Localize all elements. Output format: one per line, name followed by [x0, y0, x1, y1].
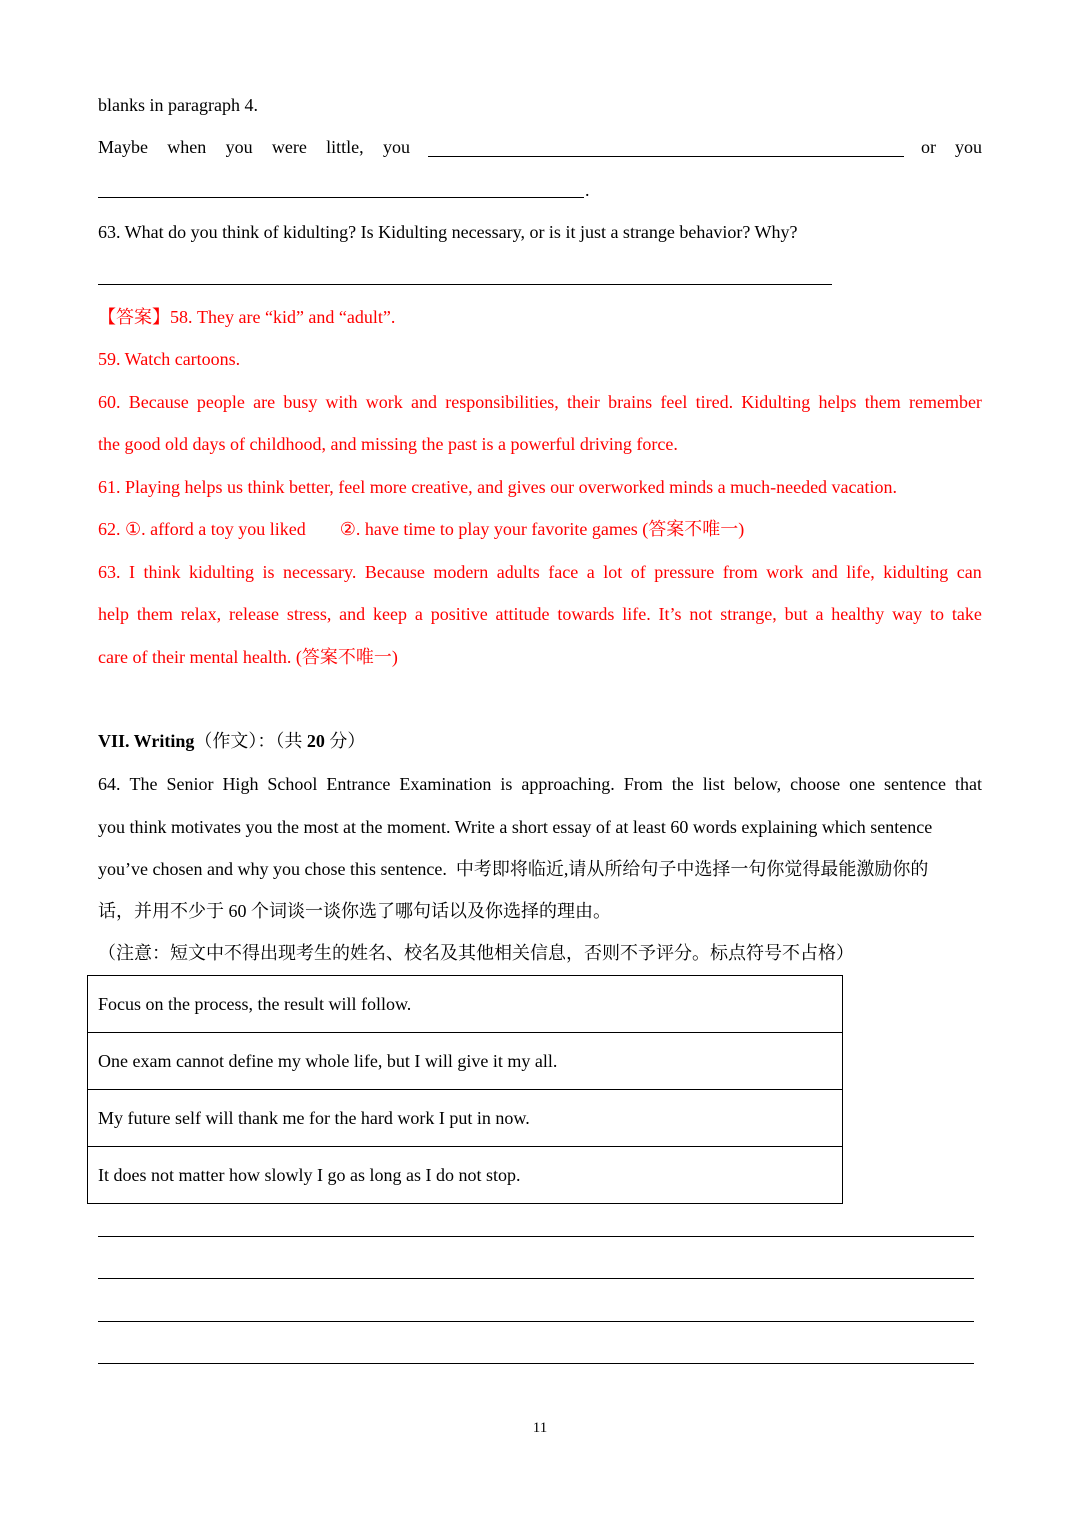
word: work	[766, 562, 804, 582]
answer-60-cont: the good old days of childhood, and missing the past is a powerful driving force.	[98, 434, 678, 454]
answer-63-end: care of their mental health. (答案不唯一)	[98, 647, 398, 667]
word: but	[784, 604, 808, 624]
sentence-options-table	[87, 975, 843, 1204]
word: Senior	[166, 774, 214, 794]
word: keep	[373, 604, 407, 624]
word: below,	[733, 774, 782, 794]
word: from	[722, 562, 758, 582]
word: choose	[790, 774, 841, 794]
word: were	[271, 137, 307, 157]
word: a	[414, 604, 423, 624]
word: you	[225, 137, 253, 157]
word: their	[566, 392, 600, 412]
answer-60	[98, 390, 982, 414]
writing-prompt-cont: you’ve chosen and why you chose this sentence. 中考即将临近,请从所给句子中选择一句你觉得最能激励你的	[98, 859, 929, 879]
word: Examination	[399, 774, 492, 794]
answer-blank[interactable]	[428, 156, 904, 157]
word: Because	[128, 392, 189, 412]
word: of	[630, 562, 646, 582]
word: one	[849, 774, 876, 794]
or-you	[921, 135, 982, 159]
answer-62: 62. ①. afford a toy you liked ②. have time to play your favorite games (答案不唯一)	[98, 519, 745, 539]
page-number: 11	[532, 1420, 548, 1436]
word: Kidulting	[741, 392, 811, 412]
answer-tag: 【答案】	[98, 307, 170, 327]
writing-prompt-zh: 话，并用不少于 60 个词谈一谈你选了哪句话以及你选择的理由。	[98, 901, 611, 921]
word: relax,	[180, 604, 222, 624]
word: sentence	[884, 774, 947, 794]
word: From	[623, 774, 663, 794]
writing-line[interactable]	[98, 1363, 974, 1364]
word: brains	[608, 392, 653, 412]
word: you	[955, 137, 982, 157]
word: little,	[326, 137, 364, 157]
word: when	[167, 137, 207, 157]
word: High	[222, 774, 259, 794]
answer-59: 59. Watch cartoons.	[98, 349, 241, 369]
text-line: blanks in paragraph 4.	[98, 95, 258, 115]
writing-line[interactable]	[98, 1321, 974, 1322]
answer-63-cont	[98, 602, 982, 626]
word: to	[929, 604, 944, 624]
word: pressure	[654, 562, 715, 582]
option-cell: One exam cannot define my whole life, but I will give it my all.	[88, 1033, 843, 1090]
word: strange,	[720, 604, 777, 624]
word: think	[143, 562, 181, 582]
option-cell: It does not matter how slowly I go as long as I do not stop.	[88, 1147, 843, 1204]
word: them	[864, 392, 901, 412]
word: Maybe	[98, 137, 148, 157]
word: The	[129, 774, 158, 794]
word: are	[253, 392, 276, 412]
word: attitude	[495, 604, 550, 624]
answer-blank[interactable]	[98, 197, 584, 198]
word: can	[956, 562, 982, 582]
word: modern	[433, 562, 489, 582]
word: lot	[603, 562, 623, 582]
word: a	[815, 604, 824, 624]
word: tired.	[695, 392, 734, 412]
word: them	[136, 604, 173, 624]
word: or	[921, 137, 936, 157]
option-cell: Focus on the process, the result will follow.	[88, 976, 843, 1033]
word: is	[262, 562, 275, 582]
word: I	[129, 562, 135, 582]
word: release	[229, 604, 279, 624]
word: and	[811, 562, 838, 582]
word: It’s	[658, 604, 682, 624]
writing-note: （注意：短文中不得出现考生的姓名、校名及其他相关信息，否则不予评分。标点符号不占格）	[98, 943, 854, 963]
question-63: 63. What do you think of kidulting? Is Kidulting necessary, or is it just a strange behavior? Why?	[98, 222, 798, 242]
writing-line[interactable]	[98, 1278, 974, 1279]
word: helps	[818, 392, 857, 412]
word: is	[500, 774, 513, 794]
word: and	[339, 604, 366, 624]
answer-58: 【答案】58. They are “kid” and “adult”.	[98, 307, 396, 327]
word: with	[325, 392, 358, 412]
word: kidulting	[189, 562, 255, 582]
word: list	[702, 774, 725, 794]
word: stress,	[286, 604, 332, 624]
word: not	[689, 604, 713, 624]
word: take	[951, 604, 982, 624]
writing-prompt-cont: you think motivates you the most at the moment. Write a short essay of at least 60 words explaining which sentence	[98, 817, 933, 837]
word: life,	[846, 562, 875, 582]
word: necessary.	[283, 562, 357, 582]
word: and	[411, 392, 437, 412]
word: positive	[430, 604, 488, 624]
sentence-start	[98, 135, 410, 159]
answer-63	[98, 560, 982, 584]
word: 64.	[98, 774, 121, 794]
word: you	[382, 137, 410, 157]
word: the	[671, 774, 694, 794]
writing-prompt	[98, 772, 982, 796]
word: Entrance	[326, 774, 391, 794]
word: life.	[622, 604, 651, 624]
word: face	[548, 562, 579, 582]
word: 60.	[98, 392, 121, 412]
word: responsibilities,	[445, 392, 559, 412]
word: kidulting	[883, 562, 949, 582]
word: towards	[557, 604, 615, 624]
word: remember	[908, 392, 982, 412]
word: 63.	[98, 562, 121, 582]
word: healthy	[831, 604, 885, 624]
word: School	[267, 774, 318, 794]
word: Because	[364, 562, 425, 582]
answer-blank[interactable]	[98, 284, 832, 285]
word: people	[196, 392, 245, 412]
word: a	[586, 562, 595, 582]
option-cell: My future self will thank me for the hard work I put in now.	[88, 1090, 843, 1147]
answer-61: 61. Playing helps us think better, feel more creative, and gives our overworked minds a much-needed vacation.	[98, 477, 898, 497]
word: help	[98, 604, 129, 624]
word: adults	[496, 562, 540, 582]
word: approaching.	[521, 774, 615, 794]
writing-line[interactable]	[98, 1236, 974, 1237]
word: work	[365, 392, 403, 412]
section-heading: VII. Writing（作文）：（共 20 分）	[98, 731, 366, 751]
word: feel	[660, 392, 688, 412]
word: busy	[283, 392, 318, 412]
period: .	[585, 180, 590, 200]
word: that	[955, 774, 982, 794]
word: way	[892, 604, 923, 624]
